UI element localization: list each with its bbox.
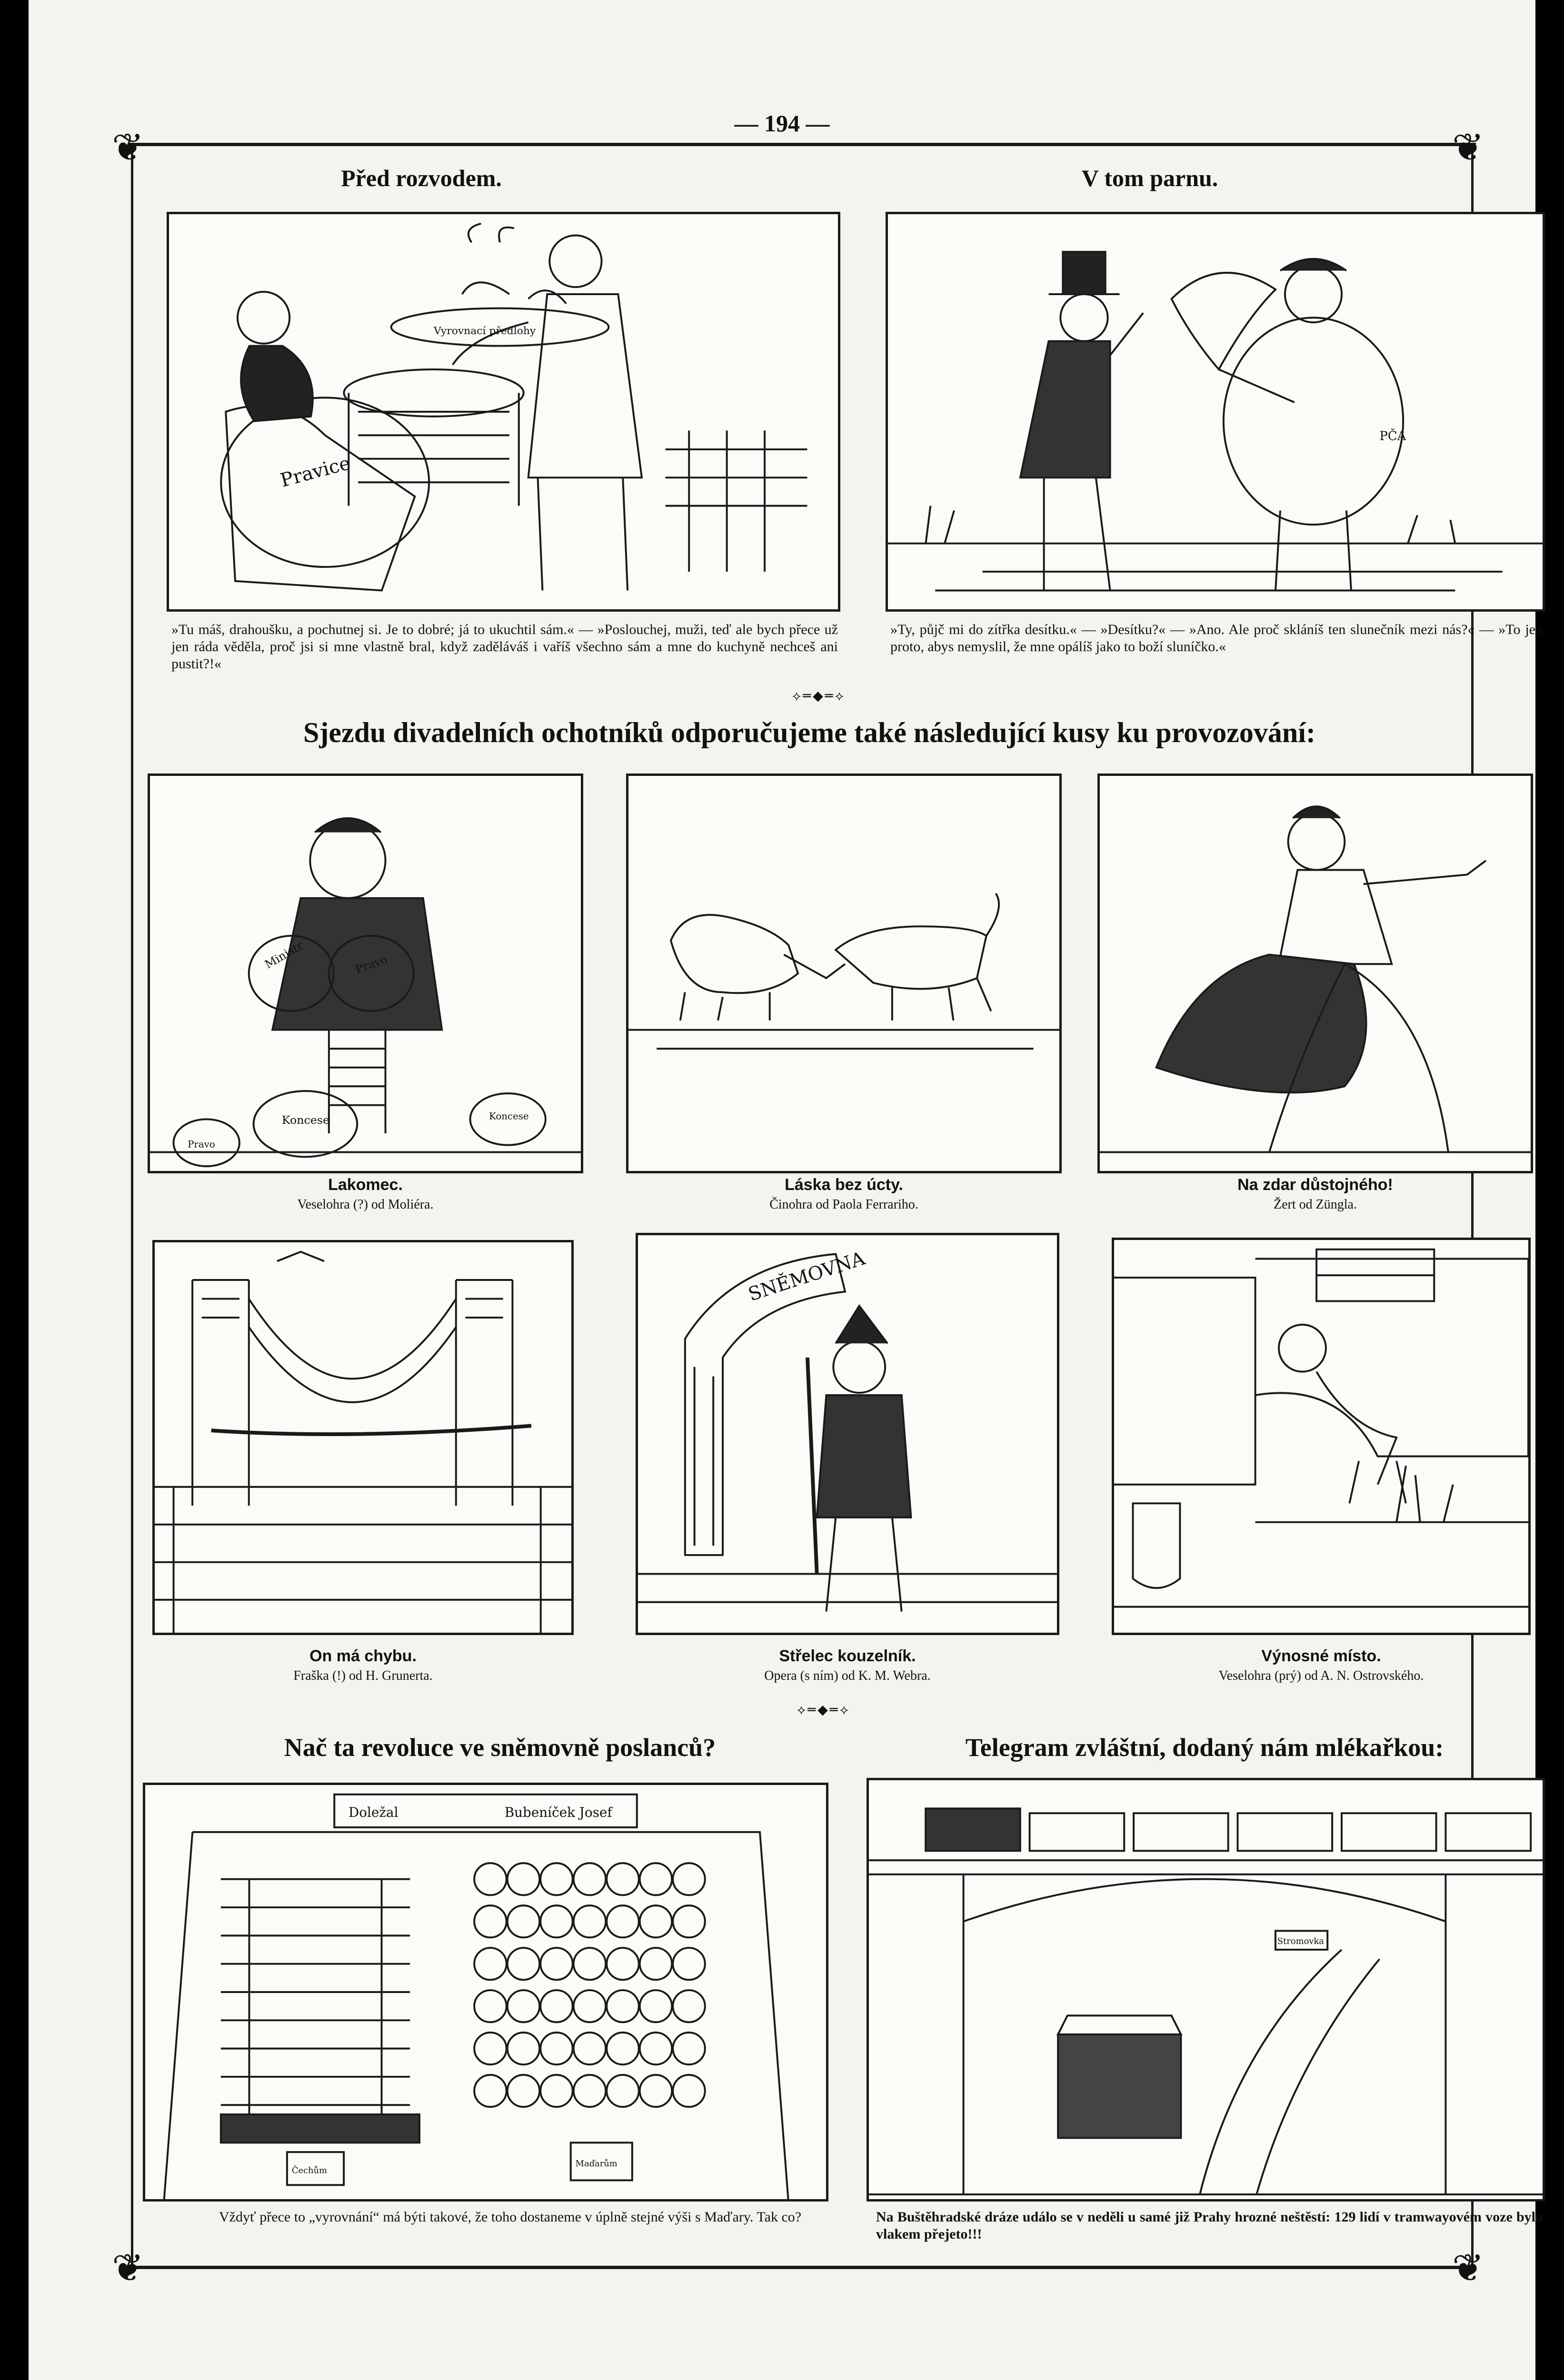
bottom-left-caption: Vždyť přece to „vyrovnání“ má býti takové, že toho dostaneme v úplně stejné výši s Maďary. Tak co? — [219, 2209, 802, 2225]
cartoon-revoluce-drawing — [145, 1785, 826, 2199]
cartoon-strelec-kouzelnik — [636, 1233, 1059, 1635]
art-label-ministr: Ministr — [262, 939, 306, 972]
cartoon-telegram — [867, 1778, 1545, 2202]
art-label-dolezal: Doležal — [349, 1805, 398, 1821]
art-label-pravo-2: Pravo — [188, 1139, 215, 1150]
top-rule — [129, 143, 1476, 146]
cartoon-in-heat — [886, 212, 1545, 612]
bottom-right-title: Telegram zvláštní, dodaný nám mlékařkou: — [965, 1733, 1444, 1762]
art-label-tray: Vyrovnací předlohy — [434, 325, 536, 337]
corner-ornament-br: ❦ — [1452, 2246, 1484, 2290]
newspaper-page — [29, 0, 1543, 2380]
art-label-madarum: Maďarům — [575, 2158, 618, 2169]
art-label-snemovna: SNĚMOVNA — [746, 1247, 868, 1306]
cartoon-before-divorce-drawing — [169, 214, 838, 609]
corner-ornament-tr: ❦ — [1452, 125, 1484, 169]
section-heading: Sjezdu divadelních ochotníků odporučujeme také následující kusy ku provozování: — [303, 717, 1315, 748]
cartoon-revoluce — [143, 1783, 828, 2202]
item-4-subtitle: Fraška (!) od H. Grunerta. — [293, 1668, 433, 1683]
cartoon-before-divorce — [167, 212, 840, 612]
art-label-pravo-1: Pravo — [353, 952, 389, 976]
page-number: — 194 — — [734, 110, 830, 137]
cartoon-na-zdar — [1097, 774, 1533, 1173]
corner-ornament-tl: ❦ — [112, 125, 144, 169]
top-right-title: V tom parnu. — [1081, 165, 1218, 191]
cartoon-vynosne-misto — [1112, 1238, 1531, 1635]
cartoon-na-zdar-drawing — [1100, 776, 1531, 1171]
cartoon-laska-bez-ucty — [626, 774, 1062, 1173]
left-rule — [131, 143, 133, 2268]
art-label-koncese-2: Koncese — [489, 1111, 529, 1122]
item-6-subtitle: Veselohra (prý) od A. N. Ostrovského. — [1218, 1668, 1424, 1683]
bottom-left-title: Nač ta revoluce ve sněmovně poslanců? — [284, 1733, 716, 1762]
top-right-caption: »Ty, půjč mi do zítřka desítku.« — »Desítku?« — »Ano. Ale proč skláníš ten slunečník mezi nás?« — »To jen proto, abys nemyslil, že mne opálíš jako to boží sluníčko.« — [890, 622, 1543, 654]
bottom-rule — [129, 2266, 1476, 2269]
art-label-stromovka: Stromovka — [1277, 1936, 1324, 1947]
item-2-subtitle: Činohra od Paola Ferrariho. — [769, 1197, 918, 1212]
bottom-right-caption: Na Buštěhradské dráze událo se v neděli u samé již Prahy hrozné neštěstí: 129 lidí v tramwayovém voze bylo vlakem přejeto!!! — [876, 2209, 1543, 2242]
cartoon-lakomec — [148, 774, 583, 1173]
item-5-title: Střelec kouzelník. — [779, 1647, 916, 1665]
item-1-title: Lakomec. — [328, 1176, 403, 1194]
cartoon-bridge-drawing — [155, 1242, 571, 1633]
cartoon-laska-drawing — [628, 776, 1059, 1171]
item-3-title: Na zdar důstojného! — [1237, 1176, 1393, 1194]
item-1-subtitle: Veselohra (?) od Moliéra. — [297, 1197, 434, 1212]
art-label-koncese-1: Koncese — [281, 1113, 330, 1127]
cartoon-lakomec-drawing — [150, 776, 581, 1171]
art-label-bubenicek: Bubeníček Josef — [504, 1805, 612, 1821]
item-6-title: Výnosné místo. — [1261, 1647, 1381, 1665]
art-label-pca: PČA — [1379, 429, 1406, 444]
top-left-caption: »Tu máš, drahoušku, a pochutnej si. Je to dobré; já to ukuchtil sám.« — »Poslouchej, muži, teď ale bych přece už jen ráda věděla, proč jsi si mne vlastně bral, když zaděláváš i vaříš všechno sám a mne do kuchyně nechceš ani pustit?!« — [171, 622, 838, 672]
item-5-subtitle: Opera (s ním) od K. M. Webra. — [764, 1668, 931, 1683]
item-3-subtitle: Žert od Züngla. — [1274, 1197, 1357, 1212]
cartoon-on-ma-chybu — [152, 1240, 574, 1635]
cartoon-in-heat-drawing — [888, 214, 1543, 609]
item-2-title: Láska bez úcty. — [785, 1176, 903, 1194]
top-left-title: Před rozvodem. — [341, 165, 502, 191]
art-label-cechum: Čechům — [291, 2165, 328, 2176]
cartoon-telegram-drawing — [869, 1780, 1543, 2199]
cartoon-soldier-drawing — [638, 1235, 1057, 1633]
ornament-divider-1: ⟡═◆═⟡ — [792, 688, 846, 704]
art-label-chair: Pravice — [278, 452, 353, 492]
item-4-title: On má chybu. — [309, 1647, 417, 1665]
corner-ornament-bl: ❦ — [112, 2246, 144, 2290]
ornament-divider-2: ⟡═◆═⟡ — [797, 1702, 851, 1717]
cartoon-window-drawing — [1114, 1240, 1528, 1633]
